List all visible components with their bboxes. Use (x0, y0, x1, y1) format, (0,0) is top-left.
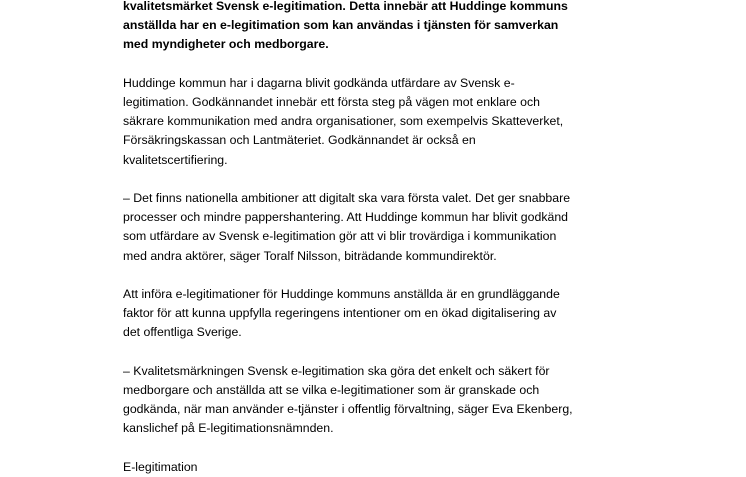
body-paragraph-digitalisation (123, 285, 593, 343)
text-line: processer och mindre pappershantering. Att Huddinge kommun har blivit godkänd (123, 210, 568, 225)
text-line: – Det finns nationella ambitioner att digitalt ska vara första valet. Det ger snabbare (123, 191, 571, 205)
text-line: faktor för att kunna uppfylla regeringens intentioner om en ökad digitalisering av (123, 306, 557, 321)
text-line: det offentliga Sverige. (123, 325, 242, 340)
text-line: Att införa e-legitimationer för Huddinge kommuns anställda är en grundläggande (123, 287, 560, 301)
text-line: godkända, när man använder e-tjänster i offentlig förvaltning, säger Eva Ekenberg, (123, 402, 573, 417)
text-line: legitimation. Godkännandet innebär ett första steg på vägen mot enklare och (123, 95, 540, 109)
body-paragraph-cut-off (123, 458, 593, 474)
document-body (123, 0, 593, 474)
lead-line: anställda har en e-legitimation som kan användas i tjänsten för samverkan (123, 18, 559, 33)
lead-paragraph (123, 0, 593, 55)
text-line: – Kvalitetsmärkningen Svensk e-legitimation ska göra det enkelt och säkert för (123, 363, 550, 378)
text-line: som utfärdare av Svensk e-legitimation gör att vi blir trovärdiga i kommunikation (123, 229, 557, 244)
body-paragraph-quote-nilsson (123, 189, 593, 266)
lead-line: med myndigheter och medborgare. (123, 37, 329, 52)
text-line: säkrare kommunikation med andra organisationer, som exempelvis Skatteverket, (123, 114, 564, 129)
text-line: medborgare och anställda att se vilka e-legitimationer som är granskade och (123, 383, 540, 397)
text-line: Huddinge kommun har i dagarna blivit godkända utfärdare av Svensk e- (123, 75, 515, 90)
body-paragraph-approval (123, 74, 593, 170)
text-line: kanslichef på E-legitimationsnämnden. (123, 421, 334, 436)
body-paragraph-quote-ekenberg (123, 362, 593, 439)
cut-off-text-line: E-legitimation (123, 459, 198, 474)
lead-line: kvalitetsmärket Svensk e-legitimation. Detta innebär att Huddinge kommuns (123, 0, 568, 13)
text-line: Försäkringskassan och Lantmäteriet. Godkännandet är också en (123, 133, 476, 148)
text-line: med andra aktörer, säger Toralf Nilsson, biträdande kommundirektör. (123, 248, 497, 263)
text-line: kvalitetscertifiering. (123, 152, 228, 167)
